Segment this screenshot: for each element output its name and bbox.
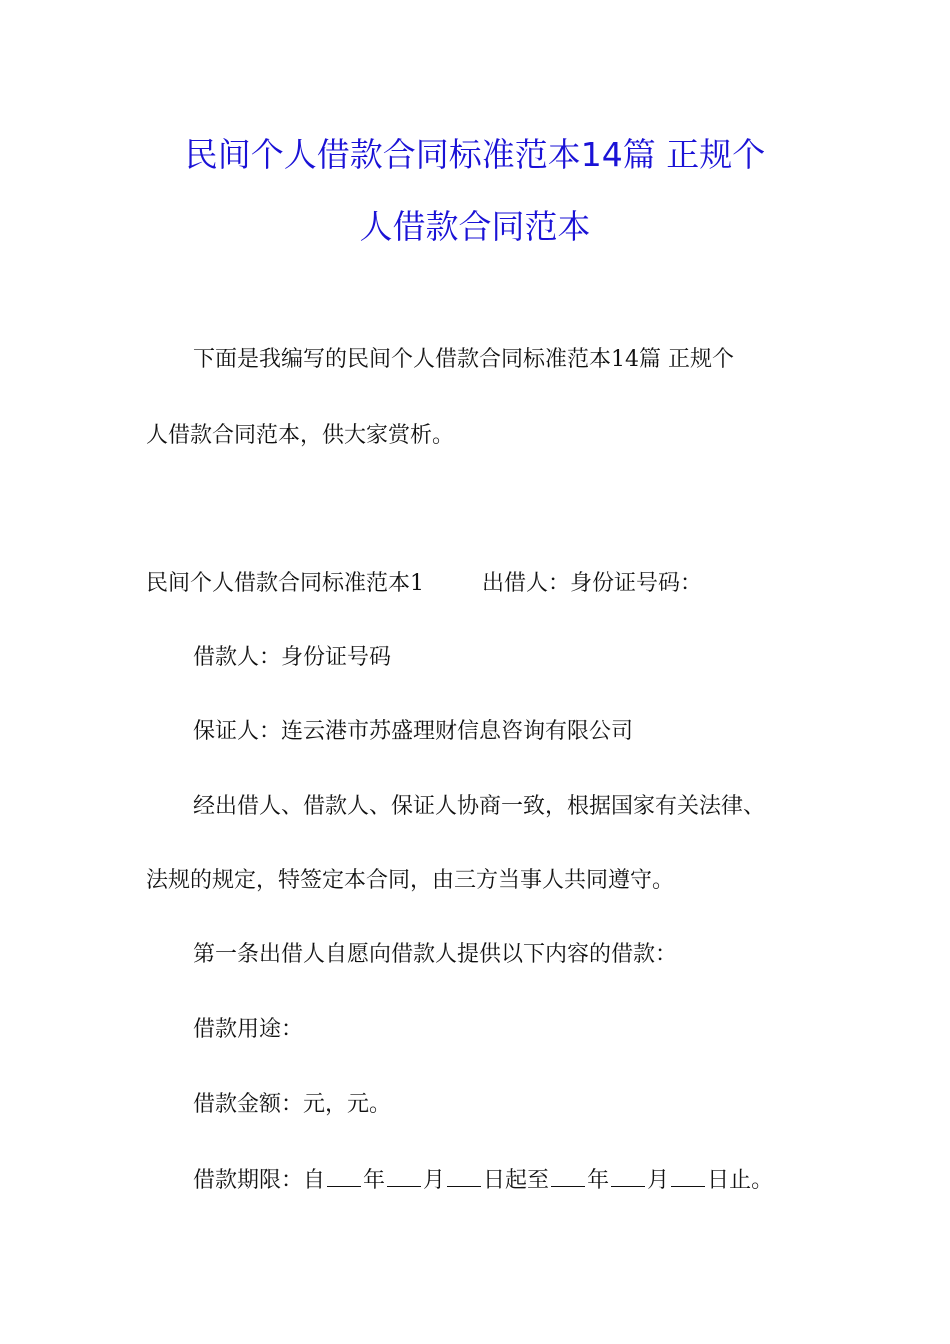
blank-underline [447,1166,481,1187]
agreement-paragraph-line-2: 法规的规定，特签定本合同，由三方当事人共同遵守。 [146,868,675,893]
blank-underline [671,1166,705,1187]
loan-term-prefix: 借款期限：自 [193,1168,326,1193]
intro-paragraph-line-2: 人借款合同范本，供大家赏析。 [146,423,455,448]
term-day-from: 日起至 [483,1168,550,1193]
agreement-paragraph-line-1: 经出借人、借款人、保证人协商一致，根据国家有关法律、 [193,794,766,819]
term-month-2: 月 [647,1168,670,1193]
document-title-line-1: 民间个人借款合同标准范本14篇 正规个 [184,135,766,174]
sample-heading-row [146,570,702,598]
blank-underline [611,1166,645,1187]
article-1: 第一条出借人自愿向借款人提供以下内容的借款： [193,942,678,967]
lender-label: 出借人：身份证号码： [482,571,703,596]
term-year-1: 年 [363,1168,386,1193]
term-year-2: 年 [587,1168,610,1193]
loan-term-line [193,1166,773,1195]
term-month-1: 月 [423,1168,446,1193]
loan-purpose-line: 借款用途： [193,1017,304,1042]
term-day-to: 日止。 [707,1168,774,1193]
loan-amount-line: 借款金额：元，元。 [193,1092,392,1117]
blank-underline [387,1166,421,1187]
guarantor-line: 保证人：连云港市苏盛理财信息咨询有限公司 [193,719,634,744]
blank-underline [327,1166,361,1187]
blank-underline [551,1166,585,1187]
document-title-line-2: 人借款合同范本 [359,207,591,246]
intro-paragraph-line-1: 下面是我编写的民间个人借款合同标准范本14篇 正规个 [193,347,734,372]
borrower-line: 借款人：身份证号码 [193,645,392,670]
sample-heading: 民间个人借款合同标准范本1 [146,571,424,596]
